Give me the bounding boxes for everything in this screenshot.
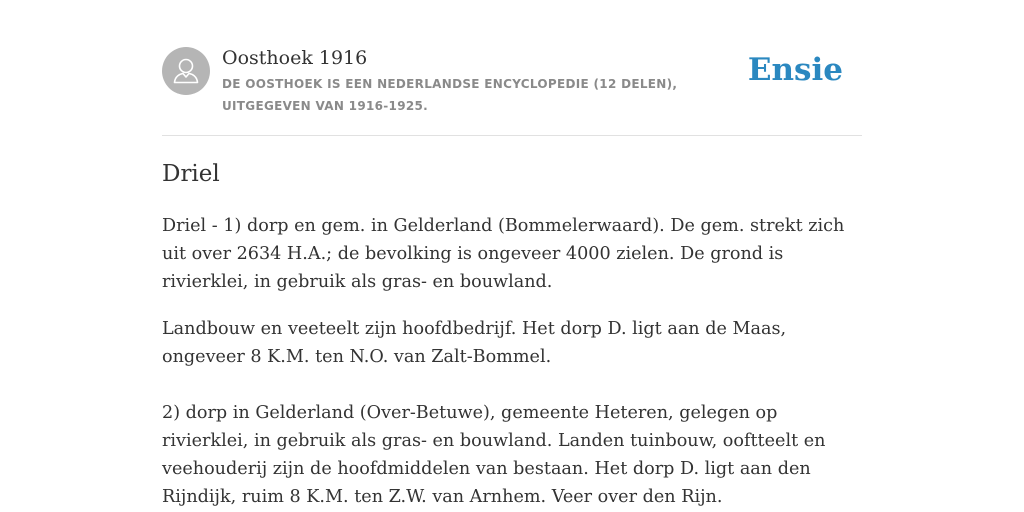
user-silhouette-icon[interactable] (162, 47, 210, 95)
entry-paragraph-1: Driel - 1) dorp en gem. in Gelderland (Bommelerwaard). De gem. strekt zich uit over 2634 H.A.; de bevolking is ongeveer 4000 zielen. De grond is rivierklei, in gebruik als gras- en bouwland. (162, 216, 845, 292)
entry-title: Driel (162, 161, 220, 187)
entry-paragraph-2: Landbouw en veeteelt zijn hoofdbedrijf. Het dorp D. ligt aan de Maas, ongeveer 8 K.M. ten N.O. van Zalt-Bommel. (162, 319, 787, 367)
entry-paragraph-3: 2) dorp in Gelderland (Over-Betuwe), gemeente Heteren, gelegen op rivierklei, in gebruik als gras- en bouwland. Landen tuinbouw, ooftteelt en veehouderij zijn de hoofdmiddelen van bestaan. Het dorp D. ligt aan den Rijndijk, ruim 8 K.M. ten Z.W. van Arnhem. Veer over den Rijn. (162, 403, 826, 507)
source-name[interactable]: Oosthoek 1916 (222, 47, 368, 69)
ensie-logo[interactable]: Ensie (747, 52, 843, 88)
source-description: DE OOSTHOEK IS EEN NEDERLANDSE ENCYCLOPEDIE (12 DELEN), UITGEGEVEN VAN 1916-1925. (222, 77, 678, 113)
divider (162, 135, 862, 136)
source-header (162, 44, 862, 116)
entry-body (162, 212, 866, 511)
